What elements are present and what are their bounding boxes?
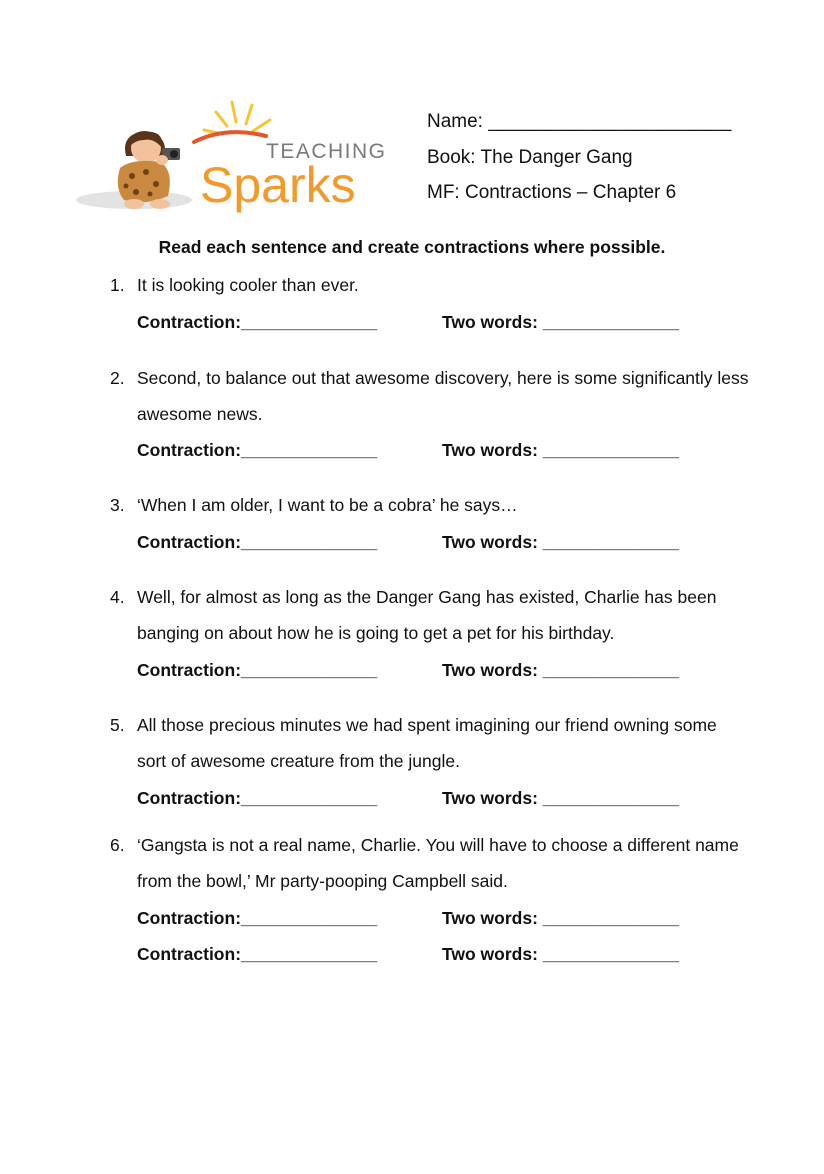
contraction-label: Contraction:______________ [137,440,378,460]
question-number: 5. [110,715,125,735]
logo-graphic [76,96,388,220]
question-6 [110,827,750,899]
answer-row-5 [137,788,680,809]
question-number: 1. [110,275,125,295]
instruction: Read each sentence and create contractions where possible. [158,237,666,257]
logo-sparks-text: Sparks [200,157,356,213]
question-text: ‘Gangsta is not a real name, Charlie. You will have to choose a different name from the bowl,’ Mr party-pooping Campbell said. [137,835,739,891]
question-number: 3. [110,495,125,515]
logo-teaching-text: TEACHING [266,140,387,163]
two-words-label: Two words: ______________ [442,532,680,552]
question-text: All those precious minutes we had spent imagining our friend owning some sort of awesome creature from the jungle. [137,715,717,771]
contraction-label: Contraction:______________ [137,312,378,332]
two-words-label: Two words: ______________ [442,312,680,332]
two-words-label: Two words: ______________ [442,440,680,460]
two-words-label: Two words: ______________ [442,660,680,680]
contraction-label: Contraction:______________ [137,660,378,680]
question-3 [110,487,750,523]
teaching-sparks-logo [76,96,388,220]
answer-row-3 [137,532,680,553]
answer-row-4 [137,660,680,681]
header-block [427,104,731,211]
question-5 [110,707,750,779]
book-line: Book: The Danger Gang [427,146,633,168]
answer-row-6b [137,944,680,965]
question-1 [110,267,750,303]
two-words-label: Two words: ______________ [442,944,680,964]
sun-rays-icon [204,102,270,134]
question-number: 4. [110,587,125,607]
contraction-label: Contraction:______________ [137,944,378,964]
question-number: 2. [110,368,125,388]
contraction-label: Contraction:______________ [137,532,378,552]
question-number: 6. [110,835,125,855]
question-2 [110,360,750,432]
answer-row-1 [137,312,680,333]
name-line: Name: _______________________ [427,111,732,132]
two-words-label: Two words: ______________ [442,788,680,808]
answer-row-6a [137,908,680,929]
question-text: ‘When I am older, I want to be a cobra’ he says… [137,495,518,515]
answer-row-2 [137,440,680,461]
question-text: Second, to balance out that awesome discovery, here is some significantly less awesome news. [137,368,749,424]
contraction-label: Contraction:______________ [137,908,378,928]
question-text: Well, for almost as long as the Danger Gang has existed, Charlie has been banging on about how he is going to get a pet for his birthday. [137,587,717,643]
mf-line: MF: Contractions – Chapter 6 [427,182,677,203]
swoosh-shape [194,132,266,142]
question-4 [110,579,750,651]
question-text: It is looking cooler than ever. [137,275,359,295]
contraction-label: Contraction:______________ [137,788,378,808]
two-words-label: Two words: ______________ [442,908,680,928]
